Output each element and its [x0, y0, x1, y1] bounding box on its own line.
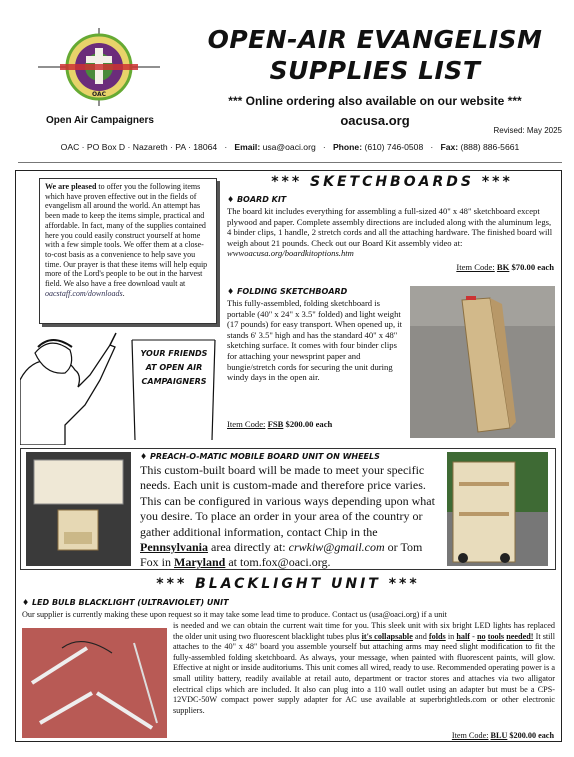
- blacklight-item: [400, 731, 554, 740]
- state-maryland: Maryland: [174, 555, 226, 570]
- intro-end: .: [122, 288, 125, 298]
- item-code: BK: [496, 262, 510, 272]
- board-kit-title: ♦ BOARD KIT: [227, 195, 287, 204]
- download-link[interactable]: oacstaff.com/downloads: [45, 288, 123, 298]
- folding-sketchboard-item: [227, 419, 332, 429]
- item-code: FSB: [267, 419, 284, 429]
- mobile-unit-title: ♦ PREACH-O-MATIC MOBILE BOARD UNIT ON WHEELS: [140, 452, 380, 461]
- blacklight-unit-photo: [22, 628, 167, 738]
- contact-email-chip[interactable]: crwkiw@gmail.com: [288, 540, 385, 555]
- address: OAC · PO Box D · Nazareth · PA · 18064: [60, 142, 218, 152]
- friends-caption: [138, 347, 210, 389]
- separator: ·: [224, 142, 228, 152]
- item-code: BLU: [490, 731, 508, 740]
- bl-text-b: it's collapsable: [361, 631, 413, 641]
- item-code-label: Item Code:: [451, 731, 489, 740]
- org-name: Open Air Campaigners: [46, 115, 154, 126]
- item-price: $200.00 each: [285, 419, 333, 429]
- website-link[interactable]: oacusa.org: [340, 113, 410, 128]
- intro-text: to offer you the following items which have proven effective out in the fields of evangelism all around the world. An attempt has been made to keep the items simple, practical and affordable. In fact, many of the supplies contained here you could easily construct yourself at home with a few simple tools. We offer them at a close-to-cost basis as a convenience to help save you time. Our prayer is that these items will help equip more of the Lord's people to be out in the harvest field. We also have a free download vault at: [45, 182, 208, 289]
- bl-text-m: It still attaches to the 40" x 48" board you assemble yourself but attaching arms may need slight modification to fit the fully-assembled folding sketchboard. As always, your message, when painted with fluorescent paints, will glow. Effective at night or inside auditoriums. This unit comes all wired, ready to use. Recommended operating power is a small utility battery, readily available at retail auto, department or tractor stores and attaches via two alligator electrical clips which are included. It also can plug into a 110 wall outlet using an adapter but must be a CPS-12VDC-50W compact power supply adapter for AC use available at superbrightleds.com or other electronic suppliers.: [173, 631, 556, 715]
- intro-box: [39, 178, 217, 324]
- item-price: $70.00 each: [511, 262, 554, 272]
- contact-line: [20, 142, 560, 152]
- bl-text-h: no: [476, 631, 486, 641]
- separator: ·: [430, 142, 434, 152]
- phone-label: Phone:: [332, 142, 363, 152]
- online-note: *** Online ordering also available on our website ***: [228, 94, 522, 108]
- folding-sketchboard-description: This fully-assembled, folding sketchboard is portable (40" x 24" x 3.5" folded) and light weight (17 pounds) for easy transport. When opened up, it stands 6' 3.5" high and has the standard 40" x 48" sketching surface. It comes with four binder clips for attaching your newsprint paper and bungie/stretch cords for securing the unit during windy days in the open air.: [227, 298, 403, 383]
- folding-sketchboard-photo: [410, 286, 555, 438]
- title-line-2: SUPPLIES LIST: [269, 56, 481, 85]
- mobile-text-2: area directly at:: [208, 540, 289, 555]
- blacklight-description: [173, 621, 555, 716]
- bl-text-c: and: [412, 631, 429, 641]
- blacklight-title: ♦ LED BULB BLACKLIGHT (ULTRAVIOLET) UNIT: [22, 598, 229, 607]
- bl-text-a: is needed and we can obtain the current wait time for you. This sleek unit with six bright LED lights has replaced the older unit using two fluorescent blacklight tubes plus: [173, 621, 555, 641]
- mobile-unit-photo-front: [26, 452, 131, 566]
- intro-lead: We are pleased: [45, 182, 97, 191]
- mobile-text-4: at tom.fox@oaci.org.: [225, 555, 331, 570]
- item-code-label: Item Code:: [456, 262, 495, 272]
- board-kit-item: [400, 262, 554, 272]
- divider: [18, 162, 562, 163]
- board-kit-video-link[interactable]: wwwoacusa.org/boardkitoptions.htm: [227, 248, 354, 259]
- oac-logo: [38, 28, 160, 106]
- state-pennsylvania: Pennsylvania: [140, 540, 209, 555]
- mobile-text-1: This custom-built board will be made to meet your specific needs. Each unit is custom-made and therefore price varies. This can be configured in various ways depending upon what you desire. To place an order in your area of the country or gather additional information, contact Chip in the: [140, 463, 435, 539]
- logo-text: OAC: [92, 91, 106, 98]
- bl-text-l: needed!: [506, 631, 534, 641]
- blacklight-intro: Our supplier is currently making these upon request so it may take some lead time to produce. Contact us (usa@oaci.org) if a unit: [22, 610, 447, 619]
- friends-line-2: AT OPEN AIR: [145, 363, 203, 372]
- item-code-label: Item Code:: [227, 419, 266, 429]
- mobile-unit-description: [140, 463, 440, 571]
- fax-label: Fax:: [440, 142, 459, 152]
- phone-number: (610) 746-0508: [364, 142, 424, 152]
- fax-number: (888) 886-5661: [460, 142, 520, 152]
- friends-line-1: YOUR FRIENDS: [140, 349, 208, 358]
- email-link[interactable]: usa@oaci.org: [262, 142, 316, 152]
- title-line-1: OPEN-AIR EVANGELISM: [207, 25, 543, 54]
- bl-text-f: half: [456, 631, 470, 641]
- page-title: [200, 24, 550, 86]
- board-kit-text: The board kit includes everything for assembling a full-sized 40" x 48" sketchboard except plywood and paper. Complete assembly directions are included along with the aluminum legs, 4 binder clips, 1 handle, 2 stretch cords and all the attaching hardware. The finished board will weigh about 21 pounds. Check out our Board Kit assembly video at:: [227, 206, 553, 248]
- friends-line-3: CAMPAIGNERS: [141, 377, 207, 386]
- bl-text-g: -: [470, 631, 477, 641]
- bl-text-e: in: [445, 631, 457, 641]
- bl-text-d: folds: [428, 631, 446, 641]
- item-price: $200.00 each: [509, 731, 554, 740]
- sketchboards-heading: *** SKETCHBOARDS ***: [271, 174, 513, 190]
- separator: ·: [322, 142, 326, 152]
- mobile-unit-photo-side: [447, 452, 548, 566]
- bl-text-j: tools: [487, 631, 505, 641]
- email-label: Email:: [234, 142, 261, 152]
- mobile-text-3: or Tom Fox in: [140, 540, 423, 570]
- folding-sketchboard-title: ♦ FOLDING SKETCHBOARD: [227, 287, 348, 296]
- board-kit-description: [227, 206, 554, 259]
- revised-date: Revised: May 2025: [493, 126, 562, 135]
- blacklight-heading: *** BLACKLIGHT UNIT ***: [156, 576, 420, 592]
